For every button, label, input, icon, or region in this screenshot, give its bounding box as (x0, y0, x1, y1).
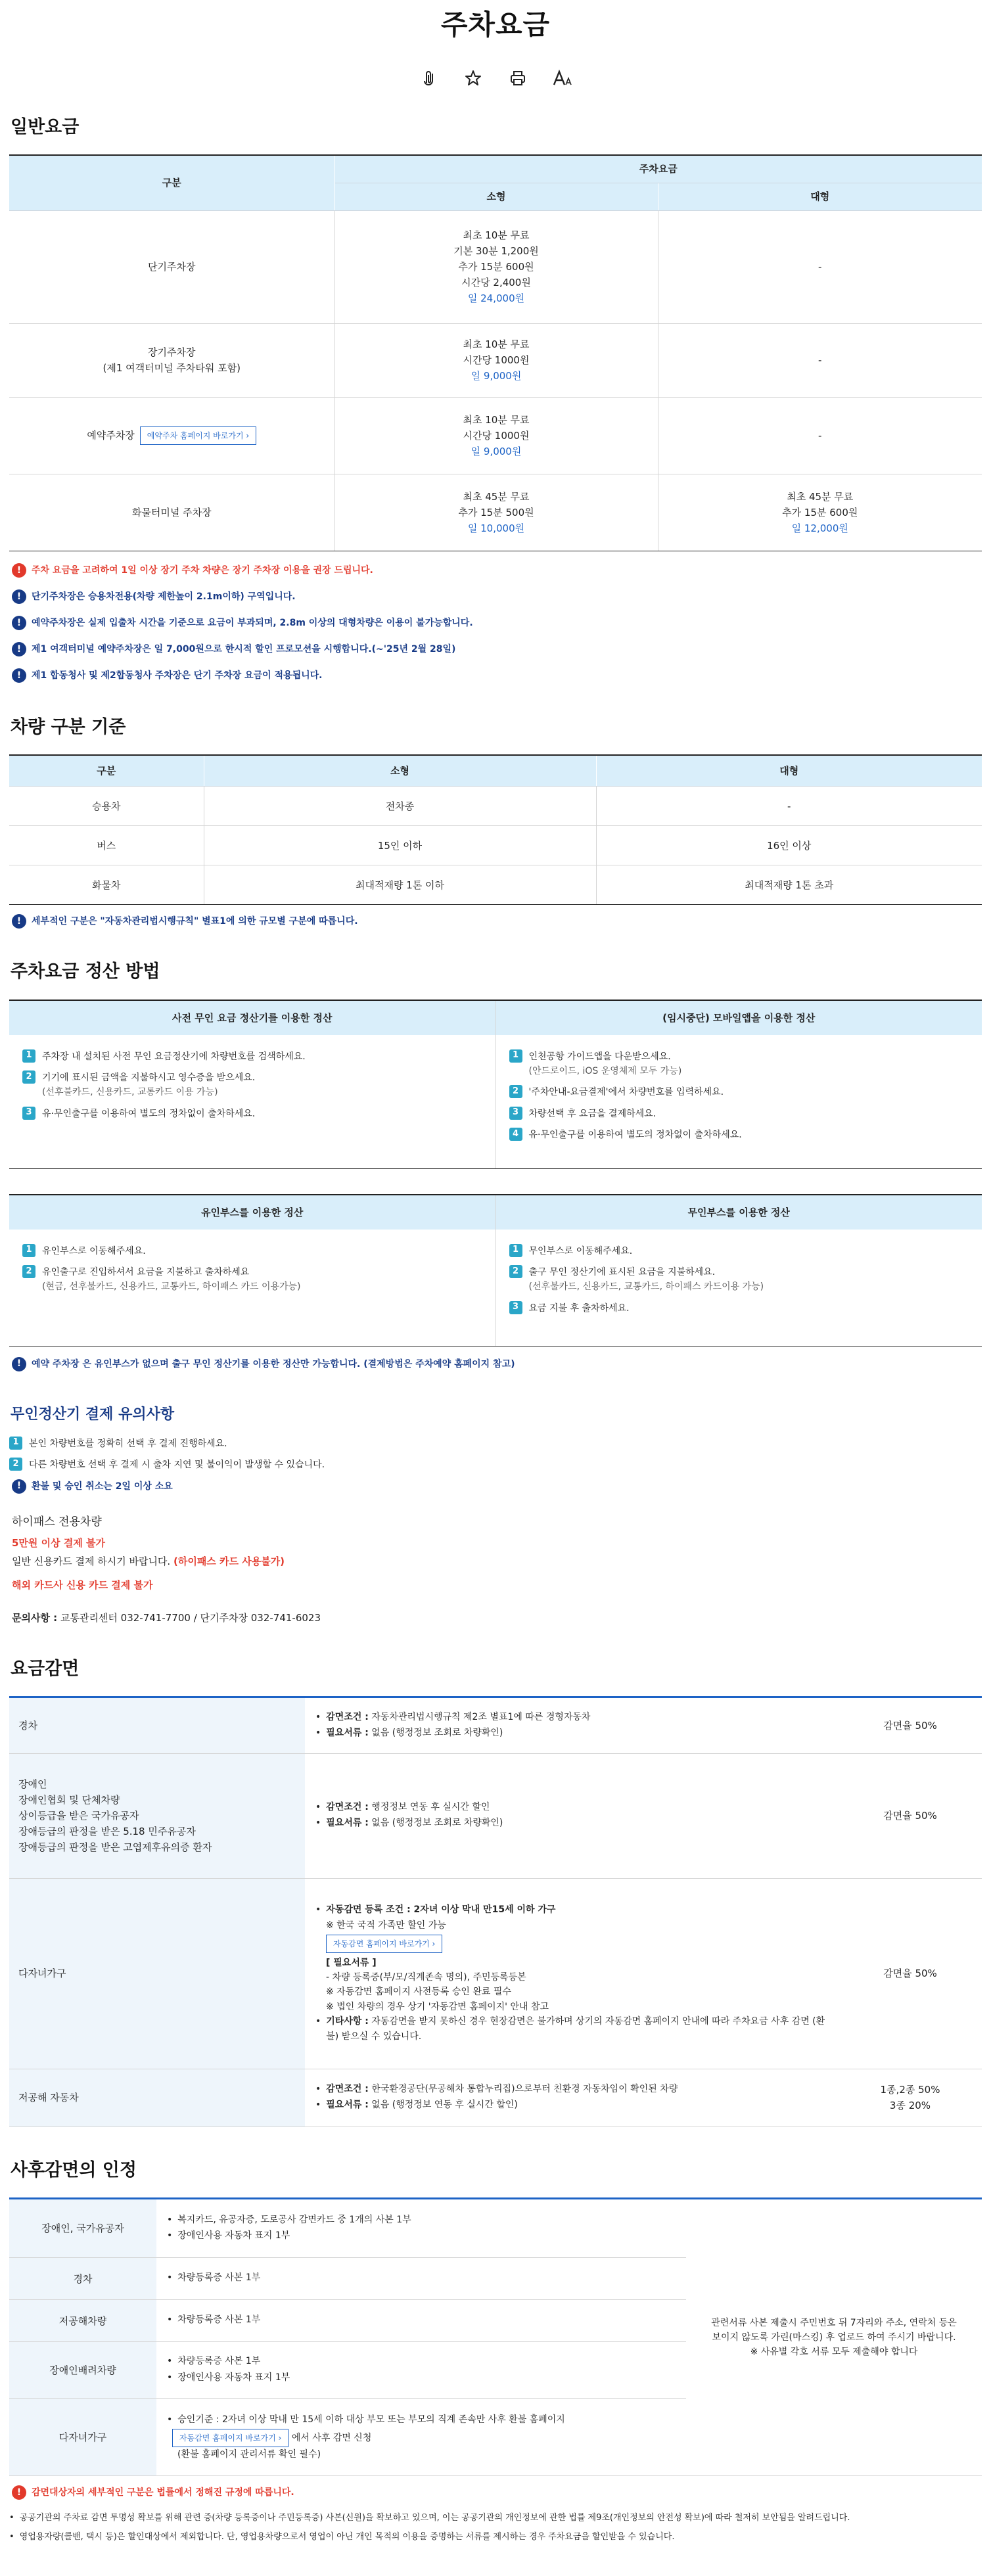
table-row: 경차 • 감면조건 : 자동차관리법시행규칙 제2조 별표1에 따른 경형자동차 • 필요서류 : 없음 (행정정보 조회로 차량확인) 감면율 50% (9, 1697, 982, 1753)
fee-row-short-term: 단기주차장 최초 10분 무료 기본 30분 1,200원 추가 15분 600원 시간당 2,400원 일 24,000원 - (9, 210, 982, 323)
note-item: ! 세부적인 구분은 "자동차관리법시행규칙" 별표1에 의한 규모별 구분에 따릅니다. (9, 914, 982, 940)
auto-discount-site-button[interactable]: 자동감면 홈페이지 바로가기 › (172, 2429, 288, 2447)
table-row: 다자녀가구 • 자동감면 등록 조건 : 2자녀 이상 막내 만15세 이하 가구 ※ 한국 국적 가족만 할인 가능 자동감면 홈페이지 바로가기 › [ 필요서류 ] - 차량 등록증(부/모/직계존속 명의), 주민등록등본 ※ 자동감면 홈페이지 사전등록 승인 완료 필수 ※ 법인 차량의 경우 상기 '자동감면 홈페이지' 안내 참고 • 기타사항 : 자동감면을 받지 못하신 경우 현장감면은 불가하며 상기의 자동감면 홈페이지 안내에 따라 주차요금 사후 감면 (환불) 받으실 수 있습니다. 감면율 50% (9, 1878, 982, 2069)
page-header (9, 0, 982, 97)
fee-row-reserved: 예약주차장 예약주차 홈페이지 바로가기 › 최초 10분 무료 시간당 1000원 일 9,000원 - (9, 397, 982, 474)
table-row: 장애인 장애인협회 및 단체차량 상이등급을 받은 국가유공자 장애등급의 판정을 받은 5.18 민주유공자 장애등급의 판정을 받은 고엽제후유의증 환자 • 감면조건 : 행정정보 연동 후 실시간 할인 • 필요서류 : 없음 (행정정보 조회로 차량확인) 감면율 50% (9, 1753, 982, 1878)
payment-mobile: (임시중단) 모바일앱을 이용한 정산 1 인천공항 가이드앱을 다운받으세요. (안드로이드, iOS 운영체제 모두 가능) 2 '주차안내-요금결제'에서 차량번호를 입력하세요. 3 차량선택 후 요금을 결제하세요. 4 유·무인출구를 이용하여 별도의 정차없이 출차하세요. (496, 1001, 982, 1168)
table-row: 저공해차량 • 차량등록증 사본 1부 (9, 2300, 982, 2342)
toolbar (9, 68, 982, 88)
note-item: ! 제1 여객터미널 예약주차장은 일 7,000원으로 한시적 할인 프로모션을 시행합니다.(~'25년 2월 28일) (9, 642, 982, 668)
table-row: 다자녀가구 • 승인기준 : 2자녀 이상 막내 만 15세 이하 대상 부모 또는 부모의 직계 존속만 사후 환불 홈페이지 자동감면 홈페이지 바로가기 › 에서 사후 감면 신청 (환불 홈페이지 관리서류 확인 필수) (9, 2399, 982, 2476)
share-icon[interactable] (419, 68, 438, 88)
payment-methods-top (9, 1000, 982, 1169)
fee-row-cargo: 화물터미널 주차장 최초 45분 무료 추가 15분 500원 일 10,000원 최초 45분 무료 추가 15분 600원 일 12,000원 (9, 474, 982, 551)
fee-row-long-term: 장기주차장 (제1 여객터미널 주차타워 포함) 최초 10분 무료 시간당 1000원 일 9,000원 - (9, 323, 982, 397)
note-item: ! 예약주차장은 실제 입출차 시간을 기준으로 요금이 부과되며, 2.8m 이상의 대형차량은 이용이 불가능합니다. (9, 616, 982, 642)
daily-max: 일 24,000원 (467, 292, 525, 305)
font-size-icon[interactable] (553, 68, 572, 88)
col-small: 소형 (334, 183, 658, 210)
col-division: 구분 (9, 155, 334, 210)
print-icon[interactable] (508, 68, 528, 88)
payment-manned-booth: 유인부스를 이용한 정산 1 유인부스로 이동해주세요. 2 유인출구로 진입하셔서 요금을 지불하고 출차하세요 (현금, 선후불카드, 신용카드, 교통카드, 하이패스 카드 이용가능) (9, 1195, 496, 1346)
payment-unmanned-booth: 무인부스를 이용한 정산 1 무인부스로 이동해주세요. 2 출구 무인 정산기에 표시된 요금을 지불하세요. (선후불카드, 신용카드, 교통카드, 하이패스 카드이용 가능) 3 요금 지불 후 출차하세요. (496, 1195, 982, 1346)
info-icon: ! (12, 589, 26, 604)
table-row: 경차 • 차량등록증 사본 1부 (9, 2258, 982, 2300)
payment-kiosk: 사전 무인 요금 정산기를 이용한 정산 1 주차장 내 설치된 사전 무인 요금정산기에 차량번호를 검색하세요. 2 기기에 표시된 금액을 지불하시고 영수증을 받으세요. (선후불카드, 신용카드, 교통카드 이용 가능) 3 유·무인출구를 이용하여 별도의 정차없이 출차하세요. (9, 1001, 496, 1168)
info-icon: ! (12, 668, 26, 683)
table-row: 화물차 최대적재량 1톤 이하 최대적재량 1톤 초과 (9, 865, 982, 905)
col-large: 대형 (658, 183, 982, 210)
info-icon: ! (12, 616, 26, 630)
note-item: ! 단기주차장은 승용차전용(차량 제한높이 2.1m이하) 구역입니다. (9, 589, 982, 616)
table-row: 승용차 전차종 - (9, 787, 982, 826)
info-icon: ! (12, 1479, 26, 1494)
table-row: 장애인, 국가유공자 • 복지카드, 유공자증, 도로공사 감면카드 중 1개의 사본 1부 • 장애인사용 자동차 표지 1부 관련서류 사본 제출시 주민번호 뒤 7자리와 주소, 연락처 등은 보이지 않도록 가린(마스킹) 후 업로드 하여 주시기 바랍니다. ※ 사유별 각호 서류 모두 제출해야 합니다 (9, 2199, 982, 2258)
vehicle-table: 구분 소형 대형 승용차 전차종 - 버스 15인 이하 16인 이상 화물차 최대적재량 1톤 이하 최대적재량 1톤 초과 (9, 754, 982, 906)
star-icon[interactable] (463, 68, 483, 88)
general-notes (9, 563, 982, 695)
general-fee-table (9, 154, 982, 551)
payment-methods-bottom (9, 1194, 982, 1346)
discount-heading: 요금감면 (11, 1658, 80, 1679)
info-icon: ! (12, 914, 26, 929)
vehicle-heading: 차량 구분 기준 (11, 716, 126, 737)
note-item: ! 주차 요금을 고려하여 1일 이상 장기 주차 차량은 장기 주차장 이용을 권장 드립니다. (9, 563, 982, 589)
page: 주차요금 일반요금 구분 주차요금 소형 대형 단기주차장 최초 10분 무료 기본 30분 1,200원 추가 15분 600원 시간당 2,400원 일 24,000원 - 장기주차장 (제1 여객터미널 주차타워 포함) 최초 10분 무료 시간당 1000원 일 9,000원 - 예약주차장 예약주차 홈페이지 바로가기 › 최초 10분 무료 시간당 1000원 일 9,000원 - 화물터미널 주차장 최초 45분 무료 추가 15분 500원 일 10,000원 최초 45분 무료 추가 15분 600원 일 12,000원 ! 주차 요금을 고려하여 1일 이상 장기 주차 차량은 장기 주차장 이용을 권장 드립니다. ! 단기주차장은 승용차전용(차량 제한높이 2.1m이하) 구역입니다. ! 예약주차장은 실제 입출차 시간을 기준으로 요금이 부과되며, 2.8m 이상의 대형차량은 이용이 불가능합니다. ! 제1 여객터미널 예약주차장은 일 7,000원으로 한시적 할인 프로모션을 시행합니다.(~'25년 2월 28일) ! 제1 합동청사 및 제2합동청사 주차장은 단기 주차장 요금이 적용됩니다. 차량 구분 기준 구분 소형 대형 승용차 전차종 - 버스 15인 이하 16인 이상 화물차 최대적재량 1톤 이하 최대적재량 1톤 초과 ! 세부적인 구분은 "자동차관리법시행규칙" 별표1에 의한 규모별 구분에 따릅니다. 주차요금 정산 방법 사전 무인 요금 정산기를 이용한 정산 1 주차장 내 설치된 사전 무인 요금정산기에 차량번호를 검색하세요. 2 기기에 표시된 금액을 지불하시고 영수증을 받으세요. (선후불카드, 신용카드, 교통카드 이용 가능) 3 유·무인출구를 이용하여 별도의 정차없이 출차하세요. (임시중단) 모바일앱을 이용한 정산 1 인천공항 가이드앱을 다운받으세요. (안드로이드, iOS 운영체제 모두 가능) 2 '주차안내-요금결제'에서 차량번호를 입력하세요. 3 차량선택 후 요금을 결제하세요. 4 유·무인출구를 이용하여 별도의 정차없이 출차하세요. 유인부스를 이용한 정산 1 유인부스로 이동해주세요. 2 유인출구로 진입하셔서 요금을 지불하고 출차하세요 (현금, 선후불카드, 신용카드, 교통카드, 하이패스 카드 이용가능) 무인부스를 이용한 정산 1 무인부스로 이동해주세요. 2 출구 무인 정산기에 표시된 요금을 지불하세요. (선후불카드, 신용카드, 교통카드, 하이패스 카드이용 가능) 3 요금 지불 후 출차하세요. ! 예약 주차장 은 유인부스가 없으며 출구 무인 정산기를 이용한 정산만 가능합니다. (결제방법은 주차예약 홈페이지 참고) 무인정산기 결제 유의사항 1 본인 차량번호를 정확히 선택 후 결제 진행하세요. 2 다른 차량번호 선택 후 결제 시 출차 지연 및 불이익이 발생할 수 있습니다. ! 환불 및 승인 취소는 2일 이상 소요 하이패스 전용차량 5만원 이상 결제 불가 일반 신용카드 결제 하시기 바랍니다. (하이패스 카드 사용불가) 해외 카드사 신용 카드 결제 불가 문의사항 : 교통관리센터 032-741-7700 / 단기주차장 032-741-6023 요금감면 경차 • 감면조건 : 자동차관리법시행규칙 제2조 별표1에 따른 경형자동차 • 필요서류 : 없음 (행정정보 조회로 차량확인) 감면율 50% 장애인 장애인협회 및 단체차량 상이등급을 받은 국가유공자 장애등급의 판정을 받은 5.18 민주유공자 장애등급의 판정을 받은 고엽제후유의증 환자 • 감면조건 : 행정정보 연동 후 실시간 할인 • 필요서류 : 없음 (행정정보 조회로 차량확인) 감면율 50% 다자녀가구 • 자동감면 등록 조건 : 2자녀 이상 막내 만15세 이하 가구 ※ 한국 국적 가족만 할인 가능 자동감면 홈페이지 바로가기 › [ 필요서류 ] - 차량 등록증(부/모/직계존속 명의), 주민등록등본 ※ 자동감면 홈페이지 사전등록 승인 완료 필수 ※ 법인 차량의 경우 상기 '자동감면 홈페이지' 안내 참고 • 기타사항 : 자동감면을 받지 못하신 경우 현장감면은 불가하며 상기의 자동감면 홈페이지 안내에 따라 주차요금 사후 감면 (환불) 받으실 수 있습니다. 감면율 50% 저공해 자동차 • 감면조건 : 한국환경공단(무공해차 통합누리집)으로부터 친환경 자동차임이 확인된 차량 • 필요서류 : 없음 (행정정보 연동 후 실시간 할인) 1종,2종 50% 3종 20% 사후감면의 인정 장애인, 국가유공자 • 복지카드, 유공자증, 도로공사 감면카드 중 1개의 사본 1부 • 장애인사용 자동차 표지 1부 관련서류 사본 제출시 주민번호 뒤 7자리와 주소, 연락처 등은 보이지 않도록 가린(마스킹) 후 업로드 하여 주시기 바랍니다. ※ 사유별 각호 서류 모두 제출해야 합니다 경차 • 차량등록증 사본 1부 저공해차량 • 차량등록증 사본 1부 장애인배려차량 • 차량등록증 사본 1부 • 장애인사용 자동차 표지 1부 다자녀가구 • 승인기준 : 2자녀 이상 막내 만 15세 이하 대상 부모 또는 부모의 직계 존속만 사후 환불 홈페이지 자동감면 홈페이지 바로가기 › 에서 사후 감면 신청 (환불 홈페이지 관리서류 확인 필수) ! 감면대상자의 세부적인 구분은 법률에서 정해진 규정에 따릅니다. • 공공기관의 주차료 감면 투명성 확보를 위해 관련 증(차량 등록증이나 주민등록증) 사본(신원)을 확보하고 있으며, 이는 공공기관의 개인정보에 관한 법률 제9조(개인정보의 안전성 확보)에 따라 철저히 보안됨을 알려드립니다. • 영업용자량(콜밴, 택시 등)은 할인대상에서 제외합니다. 단, 영업용차량으로서 영업이 아닌 개인 목적의 이용을 증명하는 서류를 제시하는 경우 주차요금을 할인받을 수 있습니다. (0, 0, 991, 2576)
info-icon: ! (12, 1357, 26, 1371)
alert-icon: ! (12, 2485, 26, 2500)
payment-heading: 주차요금 정산 방법 (11, 961, 160, 982)
note-item: ! 제1 합동청사 및 제2합동청사 주차장은 단기 주차장 요금이 적용됩니다. (9, 668, 982, 695)
general-heading: 일반요금 (11, 117, 80, 137)
page-title: 주차요금 (440, 9, 551, 41)
table-row: 저공해 자동차 • 감면조건 : 한국환경공단(무공해차 통합누리집)으로부터 친환경 자동차임이 확인된 차량 • 필요서류 : 없음 (행정정보 연동 후 실시간 할인) 1종,2종 50% 3종 20% (9, 2069, 982, 2127)
col-fee: 주차요금 (334, 155, 982, 183)
info-icon: ! (12, 642, 26, 656)
post-discount-table (9, 2197, 982, 2476)
table-row: 버스 15인 이하 16인 이상 (9, 826, 982, 865)
post-heading: 사후감면의 인정 (11, 2159, 137, 2180)
alert-icon: ! (12, 563, 26, 578)
reservation-site-button[interactable]: 예약주차 홈페이지 바로가기 › (140, 426, 256, 445)
discount-table (9, 1696, 982, 2127)
auto-discount-site-button[interactable]: 자동감면 홈페이지 바로가기 › (326, 1935, 442, 1953)
kiosk-heading: 무인정산기 결제 유의사항 (11, 1406, 175, 1423)
table-row: 장애인배려차량 • 차량등록증 사본 1부 • 장애인사용 자동차 표지 1부 (9, 2342, 982, 2399)
note-item: ! 예약 주차장 은 유인부스가 없으며 출구 무인 정산기를 이용한 정산만 가능합니다. (결제방법은 주차예약 홈페이지 참고) (9, 1357, 982, 1383)
